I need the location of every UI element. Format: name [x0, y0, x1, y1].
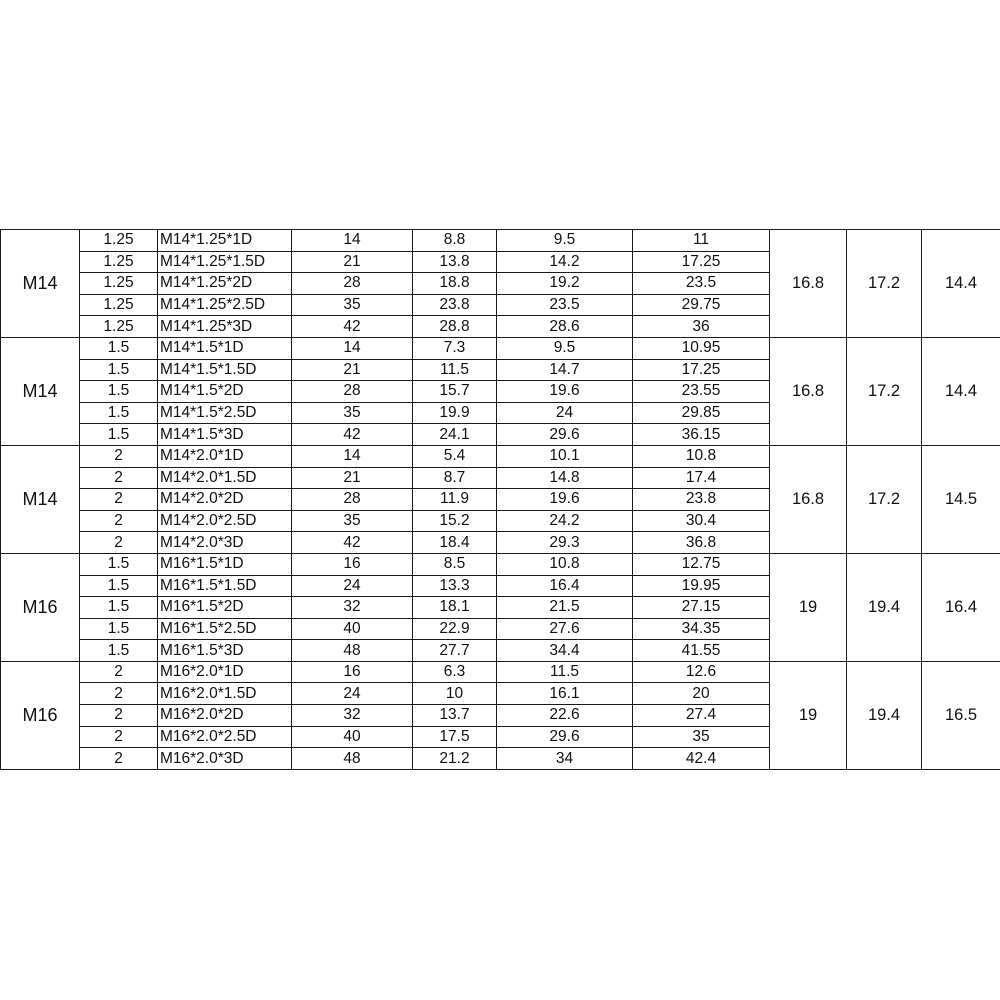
- value-a-cell: 13.3: [413, 575, 497, 597]
- value-c-cell: 29.75: [633, 294, 770, 316]
- length-cell: 42: [292, 424, 413, 446]
- value-b-cell: 9.5: [497, 230, 633, 252]
- pitch-cell: 2: [80, 467, 158, 489]
- spec-cell: M16*1.5*1D: [158, 553, 292, 575]
- pitch-cell: 1.25: [80, 230, 158, 252]
- group-value-1-cell: 16.8: [770, 445, 847, 553]
- value-c-cell: 17.25: [633, 359, 770, 381]
- pitch-cell: 2: [80, 683, 158, 705]
- spec-cell: M14*1.25*1D: [158, 230, 292, 252]
- value-b-cell: 24.2: [497, 510, 633, 532]
- spec-cell: M16*1.5*2.5D: [158, 618, 292, 640]
- spec-cell: M14*1.25*3D: [158, 316, 292, 338]
- spec-cell: M14*2.0*1D: [158, 445, 292, 467]
- pitch-cell: 1.5: [80, 381, 158, 403]
- spec-cell: M14*1.25*1.5D: [158, 251, 292, 273]
- spec-cell: M16*1.5*3D: [158, 640, 292, 662]
- value-b-cell: 19.2: [497, 273, 633, 295]
- length-cell: 14: [292, 337, 413, 359]
- value-c-cell: 23.55: [633, 381, 770, 403]
- group-value-2-cell: 17.2: [847, 337, 922, 445]
- pitch-cell: 1.5: [80, 618, 158, 640]
- value-a-cell: 19.9: [413, 402, 497, 424]
- value-a-cell: 8.8: [413, 230, 497, 252]
- group-value-3-cell: 14.5: [922, 445, 1000, 553]
- value-a-cell: 8.7: [413, 467, 497, 489]
- pitch-cell: 1.5: [80, 597, 158, 619]
- value-a-cell: 18.8: [413, 273, 497, 295]
- group-value-2-cell: 19.4: [847, 553, 922, 661]
- pitch-cell: 2: [80, 726, 158, 748]
- pitch-cell: 1.5: [80, 575, 158, 597]
- value-b-cell: 10.1: [497, 445, 633, 467]
- value-b-cell: 11.5: [497, 661, 633, 683]
- value-a-cell: 27.7: [413, 640, 497, 662]
- group-value-1-cell: 19: [770, 553, 847, 661]
- value-a-cell: 24.1: [413, 424, 497, 446]
- value-b-cell: 10.8: [497, 553, 633, 575]
- value-b-cell: 34.4: [497, 640, 633, 662]
- value-c-cell: 11: [633, 230, 770, 252]
- length-cell: 48: [292, 640, 413, 662]
- thread-size-cell: M16: [1, 661, 80, 769]
- value-c-cell: 23.8: [633, 489, 770, 511]
- pitch-cell: 1.25: [80, 316, 158, 338]
- spec-cell: M14*1.5*2D: [158, 381, 292, 403]
- group-value-1-cell: 16.8: [770, 230, 847, 338]
- spec-cell: M14*1.5*1D: [158, 337, 292, 359]
- value-a-cell: 11.9: [413, 489, 497, 511]
- length-cell: 21: [292, 359, 413, 381]
- value-c-cell: 29.85: [633, 402, 770, 424]
- table-row: [1, 230, 1000, 252]
- value-a-cell: 23.8: [413, 294, 497, 316]
- table-row: [1, 445, 1000, 467]
- value-c-cell: 12.75: [633, 553, 770, 575]
- value-c-cell: 23.5: [633, 273, 770, 295]
- length-cell: 32: [292, 597, 413, 619]
- value-c-cell: 27.4: [633, 705, 770, 727]
- value-a-cell: 15.2: [413, 510, 497, 532]
- spec-table-body: [1, 230, 1000, 770]
- length-cell: 21: [292, 467, 413, 489]
- group-value-1-cell: 19: [770, 661, 847, 769]
- value-c-cell: 17.25: [633, 251, 770, 273]
- spec-cell: M16*2.0*3D: [158, 748, 292, 770]
- spec-cell: M14*1.5*1.5D: [158, 359, 292, 381]
- value-c-cell: 42.4: [633, 748, 770, 770]
- pitch-cell: 1.5: [80, 424, 158, 446]
- pitch-cell: 1.25: [80, 294, 158, 316]
- spec-cell: M16*2.0*1D: [158, 661, 292, 683]
- spec-cell: M14*1.5*2.5D: [158, 402, 292, 424]
- thread-size-cell: M16: [1, 553, 80, 661]
- length-cell: 35: [292, 510, 413, 532]
- group-value-2-cell: 17.2: [847, 230, 922, 338]
- value-c-cell: 10.95: [633, 337, 770, 359]
- value-c-cell: 10.8: [633, 445, 770, 467]
- pitch-cell: 2: [80, 532, 158, 554]
- thread-size-cell: M14: [1, 230, 80, 338]
- spec-cell: M16*2.0*2.5D: [158, 726, 292, 748]
- value-c-cell: 20: [633, 683, 770, 705]
- spec-cell: M14*2.0*2D: [158, 489, 292, 511]
- length-cell: 35: [292, 402, 413, 424]
- length-cell: 32: [292, 705, 413, 727]
- length-cell: 24: [292, 575, 413, 597]
- pitch-cell: 1.25: [80, 251, 158, 273]
- length-cell: 14: [292, 445, 413, 467]
- value-c-cell: 35: [633, 726, 770, 748]
- value-a-cell: 18.1: [413, 597, 497, 619]
- group-value-1-cell: 16.8: [770, 337, 847, 445]
- value-c-cell: 19.95: [633, 575, 770, 597]
- value-c-cell: 36.8: [633, 532, 770, 554]
- value-b-cell: 22.6: [497, 705, 633, 727]
- value-b-cell: 16.4: [497, 575, 633, 597]
- pitch-cell: 1.5: [80, 640, 158, 662]
- value-b-cell: 14.7: [497, 359, 633, 381]
- value-c-cell: 41.55: [633, 640, 770, 662]
- value-a-cell: 8.5: [413, 553, 497, 575]
- spec-cell: M14*1.25*2D: [158, 273, 292, 295]
- value-b-cell: 27.6: [497, 618, 633, 640]
- pitch-cell: 2: [80, 705, 158, 727]
- value-b-cell: 28.6: [497, 316, 633, 338]
- value-b-cell: 19.6: [497, 489, 633, 511]
- spec-cell: M16*1.5*1.5D: [158, 575, 292, 597]
- pitch-cell: 2: [80, 661, 158, 683]
- length-cell: 42: [292, 316, 413, 338]
- length-cell: 24: [292, 683, 413, 705]
- value-a-cell: 6.3: [413, 661, 497, 683]
- table-row: [1, 337, 1000, 359]
- value-b-cell: 29.3: [497, 532, 633, 554]
- value-a-cell: 13.7: [413, 705, 497, 727]
- value-b-cell: 9.5: [497, 337, 633, 359]
- length-cell: 42: [292, 532, 413, 554]
- length-cell: 28: [292, 489, 413, 511]
- pitch-cell: 1.5: [80, 402, 158, 424]
- value-a-cell: 7.3: [413, 337, 497, 359]
- spec-cell: M14*2.0*3D: [158, 532, 292, 554]
- pitch-cell: 1.5: [80, 553, 158, 575]
- length-cell: 16: [292, 661, 413, 683]
- thread-size-cell: M14: [1, 337, 80, 445]
- value-c-cell: 36.15: [633, 424, 770, 446]
- spec-cell: M14*2.0*2.5D: [158, 510, 292, 532]
- value-b-cell: 14.8: [497, 467, 633, 489]
- thread-size-cell: M14: [1, 445, 80, 553]
- pitch-cell: 1.5: [80, 337, 158, 359]
- value-b-cell: 14.2: [497, 251, 633, 273]
- value-a-cell: 5.4: [413, 445, 497, 467]
- spec-cell: M16*2.0*2D: [158, 705, 292, 727]
- spec-cell: M16*1.5*2D: [158, 597, 292, 619]
- spec-cell: M14*1.25*2.5D: [158, 294, 292, 316]
- length-cell: 35: [292, 294, 413, 316]
- length-cell: 40: [292, 726, 413, 748]
- length-cell: 28: [292, 273, 413, 295]
- value-a-cell: 11.5: [413, 359, 497, 381]
- group-value-2-cell: 19.4: [847, 661, 922, 769]
- group-value-3-cell: 14.4: [922, 230, 1000, 338]
- value-a-cell: 22.9: [413, 618, 497, 640]
- value-a-cell: 18.4: [413, 532, 497, 554]
- value-a-cell: 17.5: [413, 726, 497, 748]
- value-b-cell: 19.6: [497, 381, 633, 403]
- pitch-cell: 1.5: [80, 359, 158, 381]
- length-cell: 16: [292, 553, 413, 575]
- pitch-cell: 2: [80, 489, 158, 511]
- table-row: [1, 661, 1000, 683]
- length-cell: 28: [292, 381, 413, 403]
- group-value-3-cell: 16.5: [922, 661, 1000, 769]
- value-c-cell: 17.4: [633, 467, 770, 489]
- value-b-cell: 24: [497, 402, 633, 424]
- group-value-2-cell: 17.2: [847, 445, 922, 553]
- length-cell: 40: [292, 618, 413, 640]
- pitch-cell: 2: [80, 510, 158, 532]
- value-b-cell: 16.1: [497, 683, 633, 705]
- value-b-cell: 29.6: [497, 424, 633, 446]
- value-c-cell: 34.35: [633, 618, 770, 640]
- spec-cell: M14*2.0*1.5D: [158, 467, 292, 489]
- value-a-cell: 28.8: [413, 316, 497, 338]
- value-a-cell: 10: [413, 683, 497, 705]
- spec-cell: M14*1.5*3D: [158, 424, 292, 446]
- value-b-cell: 34: [497, 748, 633, 770]
- length-cell: 21: [292, 251, 413, 273]
- value-b-cell: 29.6: [497, 726, 633, 748]
- value-a-cell: 21.2: [413, 748, 497, 770]
- spec-cell: M16*2.0*1.5D: [158, 683, 292, 705]
- spec-table: [0, 229, 1000, 770]
- table-row: [1, 553, 1000, 575]
- group-value-3-cell: 16.4: [922, 553, 1000, 661]
- value-b-cell: 23.5: [497, 294, 633, 316]
- value-c-cell: 30.4: [633, 510, 770, 532]
- pitch-cell: 1.25: [80, 273, 158, 295]
- length-cell: 14: [292, 230, 413, 252]
- value-c-cell: 27.15: [633, 597, 770, 619]
- group-value-3-cell: 14.4: [922, 337, 1000, 445]
- pitch-cell: 2: [80, 445, 158, 467]
- value-a-cell: 15.7: [413, 381, 497, 403]
- value-a-cell: 13.8: [413, 251, 497, 273]
- value-b-cell: 21.5: [497, 597, 633, 619]
- pitch-cell: 2: [80, 748, 158, 770]
- length-cell: 48: [292, 748, 413, 770]
- value-c-cell: 12.6: [633, 661, 770, 683]
- value-c-cell: 36: [633, 316, 770, 338]
